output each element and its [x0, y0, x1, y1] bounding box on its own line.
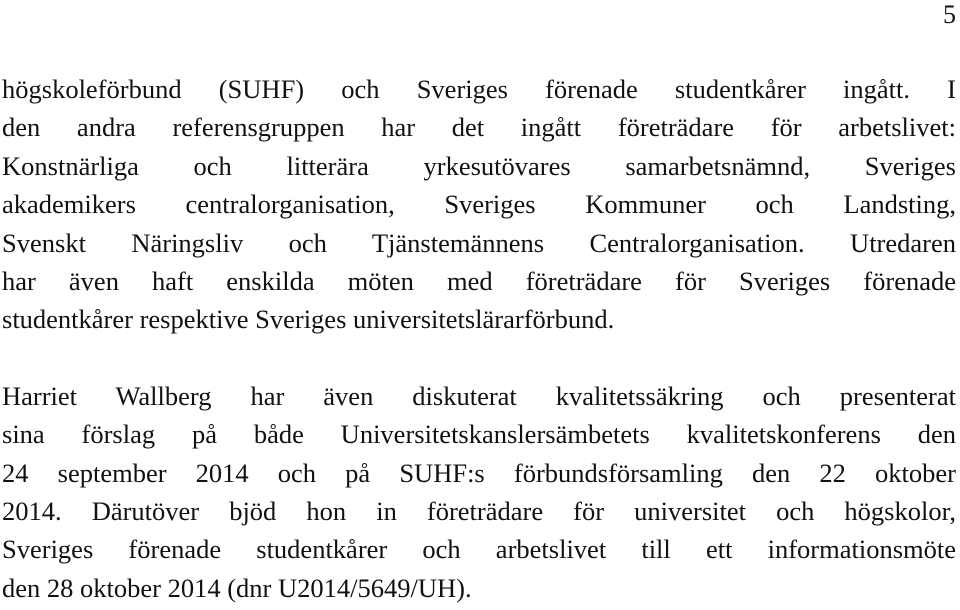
paragraph-line: Harriet Wallberg har även diskuterat kvalitetssäkring och presenterat [2, 380, 956, 411]
paragraph-line: akademikers centralorganisation, Sveriges Kommuner och Landsting, [2, 189, 956, 220]
page-number: 5 [943, 0, 956, 29]
paragraph-line: 24 september 2014 och på SUHF:s förbundsförsamling den 22 oktober [2, 457, 956, 488]
paragraph-line: högskoleförbund (SUHF) och Sveriges förenade studentkårer ingått. I [2, 74, 956, 104]
paragraph-line: Sveriges förenade studentkårer och arbetslivet till ett informationsmöte [2, 534, 956, 565]
paragraph-line: har även haft enskilda möten med företrädare för Sveriges förenade [2, 266, 956, 297]
paragraph-line: den 28 oktober 2014 (dnr U2014/5649/UH). [2, 572, 472, 603]
paragraph-line: den andra referensgruppen har det ingått företrädare för arbetslivet: [2, 112, 956, 143]
document-body [2, 70, 956, 607]
paragraph-line: sina förslag på både Universitetskanslersämbetets kvalitetskonferens den [2, 419, 956, 450]
paragraph-1 [2, 70, 956, 339]
paragraph-line: 2014. Därutöver bjöd hon in företrädare för universitet och högskolor, [2, 496, 956, 527]
paragraph-2 [2, 377, 956, 607]
paragraph-line: studentkårer respektive Sveriges universitetslärarförbund. [2, 304, 615, 335]
paragraph-line: Konstnärliga och litterära yrkesutövares samarbetsnämnd, Sveriges [2, 150, 956, 181]
paragraph-line: Svenskt Näringsliv och Tjänstemännens Centralorganisation. Utredaren [2, 227, 956, 258]
